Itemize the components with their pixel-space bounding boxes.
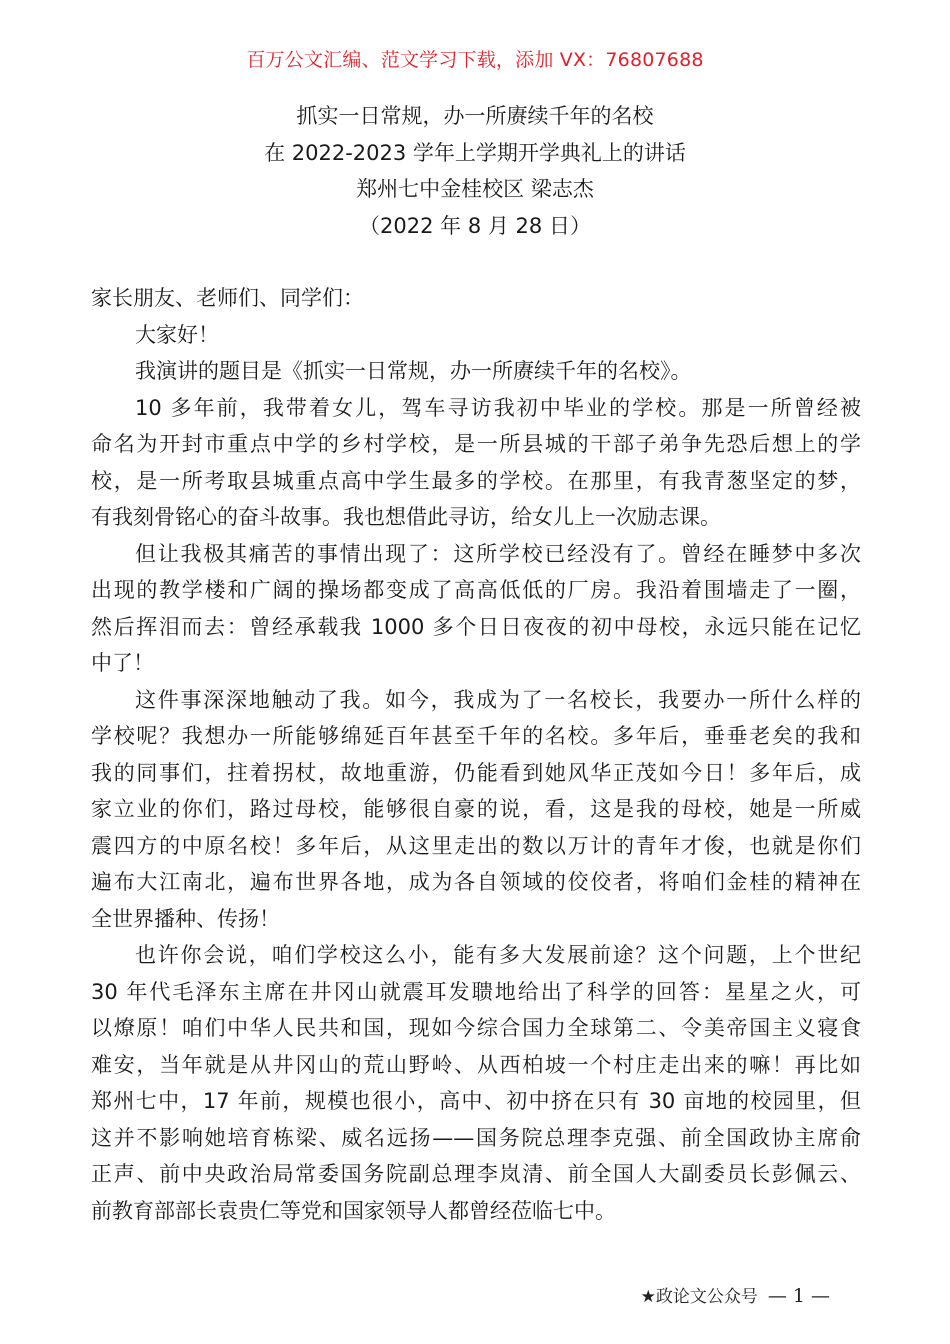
- document-author: 郑州七中金桂校区 梁志杰: [356, 177, 594, 201]
- paragraph-line: 中了！: [91, 651, 154, 675]
- paragraph-line: 也许你会说，咱们学校这么小，能有多大发展前途？这个问题，上个世纪: [135, 943, 861, 967]
- paragraph-topic: [91, 353, 861, 390]
- paragraph-line: 震四方的中原名校！多年后，从这里走出的数以万计的青年才俊，也就是你们: [91, 833, 861, 858]
- paragraph-line: 这件事深深地触动了我。如今，我成为了一名校长，我要办一所什么样的: [135, 687, 861, 712]
- paragraph-line: 这并不影响她培育栋梁、威名远扬——国务院总理李克强、前全国政协主席俞: [91, 1125, 861, 1150]
- document-body: [91, 280, 861, 1229]
- paragraph-line: 校，是一所考取县城重点高中学生最多的学校。在那里，有我青葱坚定的梦，: [91, 468, 861, 493]
- paragraph-line: 正声、前中央政治局常委国务院副总理李岚清、前全国人大副委员长彭佩云、: [91, 1162, 861, 1186]
- page-footer: [641, 1282, 830, 1307]
- paragraph-line: 命名为开封市重点中学的乡村学校，是一所县城的干部子弟争先恐后想上的学: [91, 432, 861, 456]
- paragraph-line: 学校呢？我想办一所能够绵延百年甚至千年的名校。多年后，垂垂老矣的我和: [91, 724, 861, 748]
- footer-source: ★政论文公众号: [640, 1287, 758, 1307]
- salutation: 家长朋友、老师们、同学们：: [91, 286, 364, 310]
- paragraph-history: [91, 937, 861, 1229]
- document-title: 抓实一日常规，办一所赓续千年的名校: [296, 104, 654, 128]
- paragraph-greeting: [91, 317, 861, 354]
- watermark-banner: 百万公文汇编、范文学习下载，添加 VX：76807688: [246, 49, 704, 71]
- paragraph-line: 然后挥泪而去：曾经承载我 1000 多个日日夜夜的初中母校，永远只能在记忆: [91, 614, 861, 639]
- paragraph-line: 10 多年前，我带着女儿，驾车寻访我初中毕业的学校。那是一所曾经被: [135, 395, 861, 420]
- document-subtitle: 在 2022-2023 学年上学期开学典礼上的讲话: [264, 140, 686, 165]
- paragraph-line: 难安，当年就是从井冈山的荒山野岭、从西柏坡一个村庄走出来的嘛！再比如: [91, 1052, 861, 1077]
- paragraph-line: 有我刻骨铭心的奋斗故事。我也想借此寻访，给女儿上一次励志课。: [91, 505, 721, 529]
- paragraph-line: 家立业的你们，路过母校，能够很自豪的说，看，这是我的母校，她是一所威: [91, 797, 861, 821]
- paragraph-line: 但让我极其痛苦的事情出现了：这所学校已经没有了。曾经在睡梦中多次: [135, 541, 861, 566]
- paragraph-line: 全世界播种、传扬！: [91, 906, 280, 931]
- paragraph-line: 我演讲的题目是《抓实一日常规，办一所赓续千年的名校》。: [135, 359, 692, 383]
- paragraph-line: 出现的教学楼和广阔的操场都变成了高高低低的厂房。我沿着围墙走了一圈，: [91, 578, 861, 602]
- paragraph-line: 30 年代毛泽东主席在井冈山就震耳发聩地给出了科学的回答：星星之火，可: [91, 979, 861, 1004]
- paragraph-line: 我的同事们，拄着拐杖，故地重游，仍能看到她风华正茂如今日！多年后，成: [91, 760, 861, 785]
- document-header: [0, 98, 950, 244]
- paragraph-loss: [91, 536, 861, 682]
- document-date: （2022 年 8 月 28 日）: [359, 213, 591, 238]
- paragraph-line: 大家好！: [135, 322, 219, 347]
- paragraph-line: 前教育部部长袁贵仁等党和国家领导人都曾经莅临七中。: [91, 1198, 616, 1223]
- paragraph-vision: [91, 682, 861, 938]
- paragraph-visit: [91, 390, 861, 536]
- paragraph-line: 郑州七中，17 年前，规模也很小，高中、初中挤在只有 30 亩地的校园里，但: [91, 1089, 861, 1113]
- page-number: — 1 —: [767, 1285, 830, 1307]
- paragraph-line: 遍布大江南北，遍布世界各地，成为各自领域的佼佼者，将咱们金桂的精神在: [91, 870, 861, 894]
- paragraph-line: 以燎原！咱们中华人民共和国，现如今综合国力全球第二、令美帝国主义寝食: [91, 1016, 861, 1040]
